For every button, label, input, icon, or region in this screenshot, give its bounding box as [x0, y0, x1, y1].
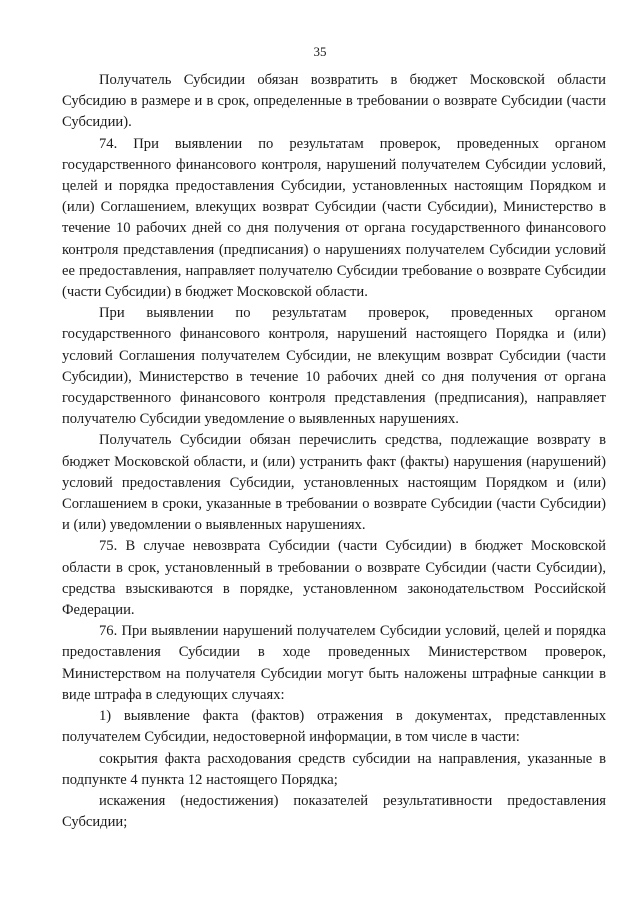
- paragraph-violations-notice: При выявлении по результатам проверок, проведенных органом государственного финансового контроля, нарушений настоящего Порядка и (или) условий Соглашения получателем Субсидии, не влекущим возврат Субсидии (части Субсидии), Министерство в течение 10 рабочих дней со дня получения от органа государственного финансового контроля представления (предписания), направляет получателю Субсидии уведомление о выявленных нарушениях.: [62, 305, 606, 428]
- paragraph-76-item-1: 1) выявление факта (фактов) отражения в документах, представленных получателем Субсидии, недостоверной информации, в том числе в части:: [62, 708, 606, 746]
- paragraph-concealment: сокрытия факта расходования средств субсидии на направления, указанные в подпункте 4 пункта 12 настоящего Порядка;: [62, 750, 606, 788]
- paragraph-75: 75. В случае невозврата Субсидии (части Субсидии) в бюджет Московской области в срок, установленный в требовании о возврате Субсидии (части Субсидии), средства взыскиваются в порядке, установленном законодательством Российской Федерации.: [62, 538, 606, 619]
- paragraph-76: 76. При выявлении нарушений получателем Субсидии условий, целей и порядка предоставления Субсидии в ходе проведенных Министерством проверок, Министерством на получателя Субсидии могут быть наложены штрафные санкции в виде штрафа в следующих случаях:: [62, 623, 606, 703]
- document-body: [62, 70, 606, 833]
- page-number: 35: [313, 44, 327, 59]
- paragraph-return-obligation: Получатель Субсидии обязан возвратить в бюджет Московской области Субсидию в размере и в срок, определенные в требовании о возврате Субсидии (части Субсидии).: [62, 72, 606, 131]
- paragraph-74: 74. При выявлении по результатам проверок, проведенных органом государственного финансового контроля, нарушений получателем Субсидии условий, целей и порядка предоставления Субсидии, установленных настоящим Порядком и (или) Соглашением, влекущих возврат Субсидии (части Субсидии), Министерство в течение 10 рабочих дней со дня получения от органа государственного финансового контроля представления (предписания) о нарушениях получателем Субсидии условий ее предоставления, направляет получателю Субсидии требование о возврате Субсидии (части Субсидии) в бюджет Московской области.: [62, 135, 606, 301]
- paragraph-transfer-obligation: Получатель Субсидии обязан перечислить средства, подлежащие возврату в бюджет Московской области, и (или) устранить факт (факты) нарушения (нарушений) условий предоставления Субсидии, установленных настоящим Порядком и (или) Соглашением в сроки, указанные в требовании о возврате Субсидии (части Субсидии) и (или) уведомлении о выявленных нарушениях.: [62, 432, 606, 534]
- paragraph-distortion: искажения (недостижения) показателей результативности предоставления Субсидии;: [62, 792, 606, 831]
